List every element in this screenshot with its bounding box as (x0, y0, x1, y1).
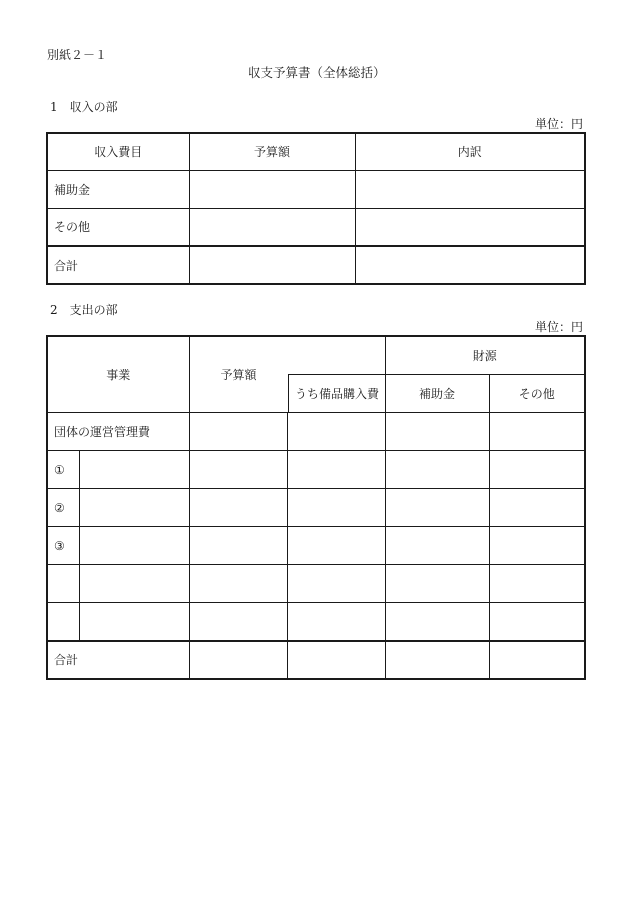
expense-total-row (47, 641, 585, 679)
expense-row-number: ② (47, 489, 79, 527)
expense-cell[interactable] (287, 413, 385, 451)
income-row-subsidy (47, 170, 585, 208)
expense-cell[interactable] (189, 413, 287, 451)
expense-col-other: その他 (489, 375, 585, 413)
expense-cell[interactable] (385, 603, 489, 641)
expense-project-name-cell[interactable] (79, 565, 189, 603)
expense-project-name-cell[interactable] (79, 527, 189, 565)
expense-row-number (47, 565, 79, 603)
income-heading: 1 収入の部 (50, 100, 118, 114)
expense-row-label: 団体の運営管理費 (47, 413, 189, 451)
expense-cell[interactable] (489, 603, 585, 641)
expense-cell[interactable] (189, 603, 287, 641)
expense-row-number: ③ (47, 527, 79, 565)
expense-project-name-cell[interactable] (79, 603, 189, 641)
income-table (46, 132, 586, 285)
income-other-budget-cell[interactable] (189, 208, 355, 246)
income-header-row (47, 133, 585, 170)
expense-cell[interactable] (385, 527, 489, 565)
expense-row-project-1 (47, 451, 585, 489)
expense-total-label: 合計 (47, 641, 189, 679)
expense-cell[interactable] (489, 451, 585, 489)
expense-row-number: ① (47, 451, 79, 489)
expense-row-project-2 (47, 489, 585, 527)
expense-header-row-1 (47, 336, 585, 375)
expense-cell[interactable] (385, 565, 489, 603)
income-col-budget: 予算額 (189, 133, 355, 170)
expense-row-project-4 (47, 565, 585, 603)
expense-col-equipment: うち備品購入費 (288, 374, 386, 412)
income-row-other (47, 208, 585, 246)
expense-unit-label: 単位：円 (534, 320, 583, 334)
income-total-budget-cell[interactable] (189, 246, 355, 284)
expense-cell[interactable] (189, 527, 287, 565)
income-row-label: 補助金 (47, 170, 189, 208)
expense-cell[interactable] (489, 489, 585, 527)
income-row-label: その他 (47, 208, 189, 246)
expense-cell[interactable] (189, 565, 287, 603)
expense-col-source: 財源 (385, 336, 585, 375)
expense-heading: 2 支出の部 (50, 303, 118, 317)
expense-cell[interactable] (385, 641, 489, 679)
income-total-row (47, 246, 585, 284)
expense-col-subsidy: 補助金 (385, 375, 489, 413)
expense-row-project-5 (47, 603, 585, 641)
expense-cell[interactable] (189, 451, 287, 489)
expense-cell[interactable] (287, 565, 385, 603)
expense-cell[interactable] (287, 527, 385, 565)
income-other-breakdown-cell[interactable] (355, 208, 585, 246)
expense-cell[interactable] (489, 527, 585, 565)
income-subsidy-budget-cell[interactable] (189, 170, 355, 208)
income-col-item: 収入費目 (47, 133, 189, 170)
income-col-breakdown: 内訳 (355, 133, 585, 170)
expense-cell[interactable] (489, 413, 585, 451)
expense-cell[interactable] (287, 603, 385, 641)
expense-cell[interactable] (189, 641, 287, 679)
income-subsidy-breakdown-cell[interactable] (355, 170, 585, 208)
expense-cell[interactable] (385, 489, 489, 527)
attachment-label: 別紙２－１ (47, 48, 108, 62)
income-total-label: 合計 (47, 246, 189, 284)
expense-cell[interactable] (489, 565, 585, 603)
expense-cell[interactable] (189, 489, 287, 527)
expense-cell[interactable] (287, 641, 385, 679)
expense-cell[interactable] (287, 489, 385, 527)
expense-project-name-cell[interactable] (79, 451, 189, 489)
expense-row-number (47, 603, 79, 641)
expense-project-name-cell[interactable] (79, 489, 189, 527)
expense-cell[interactable] (385, 413, 489, 451)
expense-cell[interactable] (287, 451, 385, 489)
expense-col-project: 事業 (47, 336, 189, 413)
income-total-breakdown-cell[interactable] (355, 246, 585, 284)
expense-cell[interactable] (385, 451, 489, 489)
expense-table (46, 335, 586, 680)
expense-row-project-3 (47, 527, 585, 565)
income-unit-label: 単位：円 (534, 117, 583, 131)
expense-cell[interactable] (489, 641, 585, 679)
expense-row-admin (47, 413, 585, 451)
expense-col-budget-wrapper (189, 336, 385, 413)
expense-col-budget: 予算額 (220, 368, 257, 382)
page-title: 収支予算書（全体総括） (248, 65, 386, 80)
